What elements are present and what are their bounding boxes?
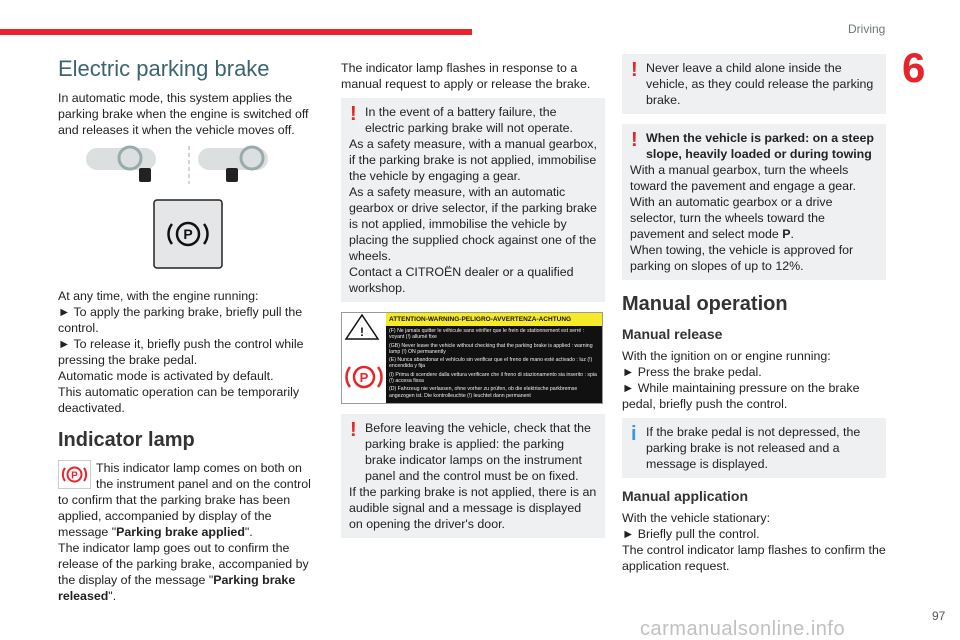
- warning-label-image: [341, 312, 603, 404]
- heading-manual-operation: Manual operation: [622, 293, 788, 315]
- svg-text:P: P: [359, 370, 369, 385]
- heading-indicator-lamp: Indicator lamp: [58, 429, 195, 451]
- warning-box: ! When the vehicle is parked: on a steep slope, heavily loaded or during towing With a manual gearbox, turn the wheels toward the pavement and engage a gear. With an automatic gearbox or a drive selector, turn the wheels toward the pavement and select mode P. When towing, the vehicle is approved for parking on slopes of up to 12%.: [622, 124, 886, 280]
- parking-brake-illustration: [58, 138, 322, 288]
- svg-text:!: !: [360, 325, 364, 339]
- heading-manual-release: Manual release: [622, 326, 723, 342]
- warning-box: ! Before leaving the vehicle, check that the parking brake is applied: the parking brake indicator lamps on the instrument panel and the control must be on fixed. If the parking brake is not applied, there is an audible signal and a message is displayed on opening the driver's door.: [341, 414, 605, 538]
- indicator-text: This indicator lamp comes on both on the instrument panel and on the control to confirm that the parking brake has been applied, accompanied by display of the message "Parking brake applied".: [58, 461, 311, 539]
- text: The indicator lamp flashes in response to a manual request to apply or release the brake.: [341, 61, 591, 91]
- parking-brake-control-icon: [154, 200, 222, 268]
- info-icon: i: [631, 423, 637, 445]
- warning-box: ! In the event of a battery failure, the electric parking brake will not operate. As a safety measure, with a manual gearbox, if the parking brake is not applied, immobilise the vehicle by engaging a gear. As a safety measure, with an automatic gearbox or drive selector, if the parking brake is not applied, immobilise the vehicle by placing the supplied chock against one of the wheels. Contact a CITROËN dealer or a qualified workshop.: [341, 98, 605, 302]
- chapter-color-bar: [0, 29, 472, 35]
- svg-text:P: P: [71, 470, 78, 482]
- label-text-block: (F) Ne jamais quitter le véhicule sans vérifier que le frein de stationnement est serré : voyant (!) allumé fixe (GB) Never leave the vehicle without checking that the parking brake is applied : warning lamp (!) ON permanently (E) Nunca abandonar el vehículo sin verificar que el freno de mano esté activado : luz (!) encendida y fija (I) Prima di scendere dalla vettura verificare che il freno di stazionamento sia inserito : spia (!) accesa fissa (D) Fahrzeug nie verlassen, ohne vorher zu prüfen, ob die elektrische parkbremse angezogen ist. Die kontrolleuchte (!) leuchtet dann permanent: [386, 326, 602, 403]
- section-title: Driving: [848, 22, 886, 36]
- page-number: 97: [932, 609, 946, 623]
- intro-text: In automatic mode, this system applies the parking brake when the engine is switched off and releases it when the vehicle moves off.: [58, 91, 309, 137]
- warning-icon: !: [631, 59, 638, 81]
- steering-wheel-icon: [86, 146, 268, 184]
- text: At any time, with the engine running:: [58, 289, 259, 303]
- chapter-number: 6: [902, 44, 926, 91]
- page-title: Electric parking brake: [58, 56, 270, 81]
- text: ► To release it, briefly push the control while pressing the brake pedal.: [58, 337, 304, 367]
- heading-manual-application: Manual application: [622, 488, 749, 504]
- indicator-text-2: The indicator lamp goes out to confirm the release of the parking brake, accompanied by the display of the message "Parking brake released".: [58, 541, 309, 603]
- column-2: [341, 60, 605, 548]
- warning-icon: !: [631, 129, 638, 151]
- column-3: ! Never leave a child alone inside the vehicle, as they could release the parking brake. ! When the vehicle is parked: on a steep slope, heavily loaded or during towing With a manual gearbox, turn the wheels toward the pavement and engage a gear. With an automatic gearbox or a drive selector, turn the wheels toward the pavement and select mode P. When towing, the vehicle is approved for parking on slopes of up to 12%. Manual operation Manual release With the ignition on or engine running: ► Press the brake pedal. ► While maintaining pressure on the brake pedal, briefly push the control. i If the brake pedal is not depressed, the parking brake is not released and a message is displayed. Manual application With the vehicle stationary: ► Briefly pull the control. The control indicator lamp flashes to confirm the application request.: [622, 54, 886, 574]
- parking-brake-warning-lamp-icon: [58, 460, 92, 490]
- text: ► To apply the parking brake, briefly pull the control.: [58, 305, 303, 335]
- text: This automatic operation can be temporarily deactivated.: [58, 385, 300, 415]
- info-box: i If the brake pedal is not depressed, the parking brake is not released and a message is displayed.: [622, 418, 886, 478]
- svg-text:P: P: [183, 226, 193, 242]
- watermark: carmanualsonline.info: [640, 618, 846, 640]
- warning-icon: !: [350, 418, 357, 441]
- text: Automatic mode is activated by default.: [58, 369, 274, 383]
- warning-triangle-and-brake-icon: [342, 313, 386, 417]
- warning-icon: !: [350, 103, 357, 125]
- warning-box: ! Never leave a child alone inside the vehicle, as they could release the parking brake.: [622, 54, 886, 114]
- column-1: [58, 56, 322, 604]
- label-header: ATTENTION-WARNING-PELIGRO-AVVERTENZA-ACHTUNG: [386, 313, 602, 326]
